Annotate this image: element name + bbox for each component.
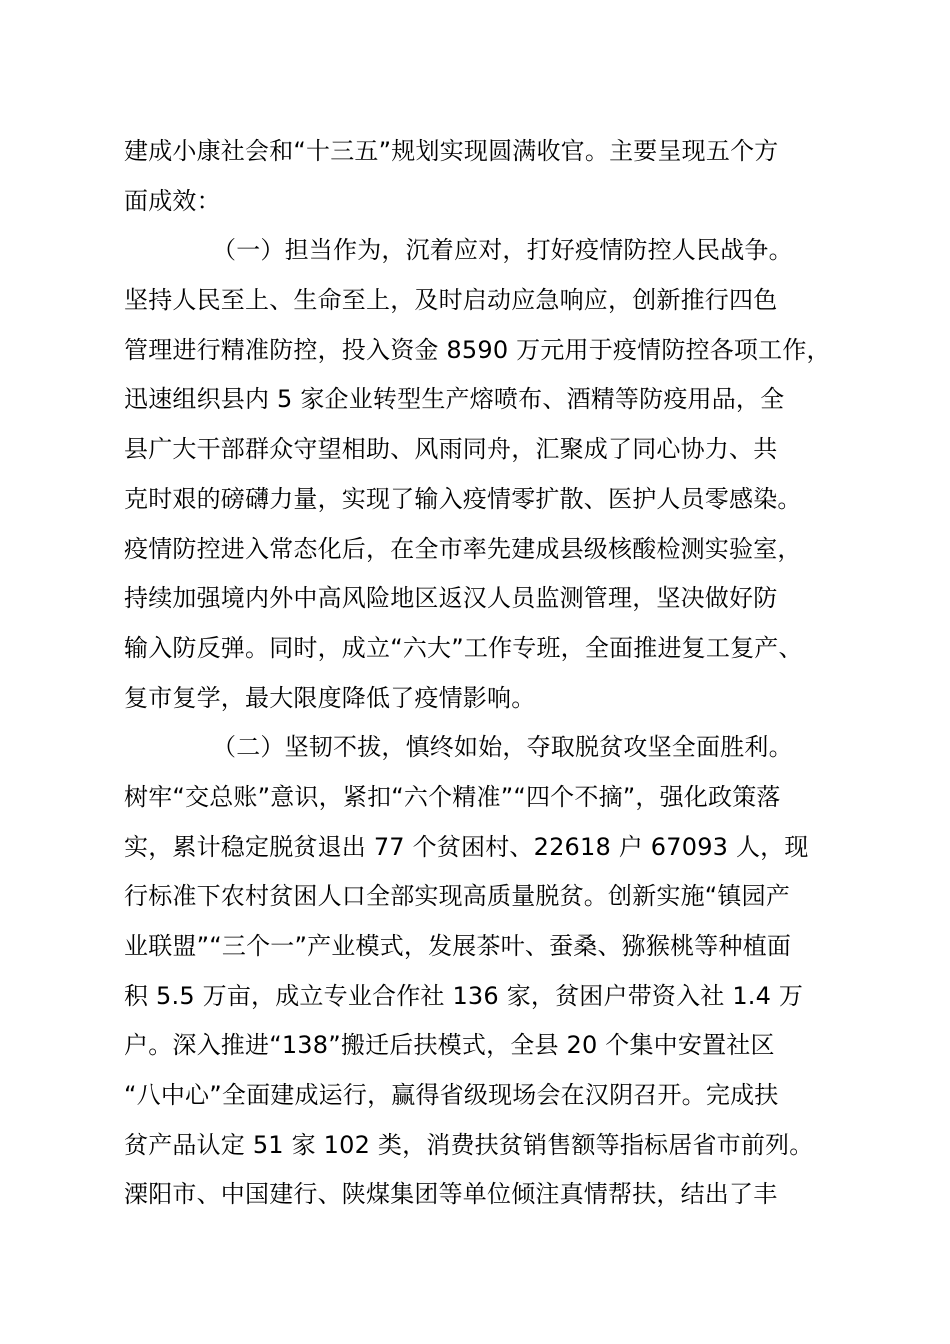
text-line: 面成效： bbox=[124, 186, 221, 215]
body-text bbox=[124, 127, 844, 1220]
text-line: 疫情防控进入常态化后，在全市率先建成县级核酸检测实验室， bbox=[124, 534, 802, 563]
text-line: 建成小康社会和“十三五”规划实现圆满收官。主要呈现五个方 bbox=[124, 137, 779, 165]
text-line: 输入防反弹。同时，成立“六大”工作专班，全面推进复工复产、 bbox=[124, 633, 803, 662]
text-line: 实，累计稳定脱贫退出 77 个贫困村、22618 户 67093 人，现 bbox=[124, 832, 809, 861]
text-line: 积 5.5 万亩，成立专业合作社 136 家，贫困户带资入社 1.4 万 bbox=[124, 981, 804, 1010]
section-heading-2: （二）坚韧不拔，慎终如始，夺取脱贫攻坚全面胜利。 bbox=[212, 733, 793, 762]
text-line: 复市复学，最大限度降低了疫情影响。 bbox=[124, 683, 536, 712]
text-line: 县广大干部群众守望相助、风雨同舟，汇聚成了同心协力、共 bbox=[124, 435, 778, 464]
text-line: 坚持人民至上、生命至上，及时启动应急响应，创新推行四色 bbox=[124, 286, 778, 315]
text-line: 溧阳市、中国建行、陕煤集团等单位倾注真情帮扶，结出了丰 bbox=[124, 1180, 778, 1209]
text-line: 持续加强境内外中高风险地区返汉人员监测管理，坚决做好防 bbox=[124, 584, 778, 613]
text-line: 克时艰的磅礴力量，实现了输入疫情零扩散、医护人员零感染。 bbox=[124, 484, 802, 513]
text-line: 树牢“交总账”意识，紧扣“六个精准”“四个不摘”，强化政策落 bbox=[124, 782, 781, 811]
text-line: 行标准下农村贫困人口全部实现高质量脱贫。创新实施“镇园产 bbox=[124, 882, 791, 911]
text-line: 管理进行精准防控，投入资金 8590 万元用于疫情防控各项工作， bbox=[124, 335, 831, 364]
text-line: “八中心”全面建成运行，赢得省级现场会在汉阴召开。完成扶 bbox=[124, 1081, 779, 1110]
text-line: 贫产品认定 51 家 102 类，消费扶贫销售额等指标居省市前列。 bbox=[124, 1130, 814, 1159]
text-line: 迅速组织县内 5 家企业转型生产熔喷布、酒精等防疫用品，全 bbox=[124, 385, 785, 414]
text-line: 业联盟”“三个一”产业模式，发展茶叶、蚕桑、猕猴桃等种植面 bbox=[124, 932, 792, 960]
text-line: 户。深入推进“138”搬迁后扶模式，全县 20 个集中安置社区 bbox=[124, 1031, 775, 1060]
section-heading-1: （一）担当作为，沉着应对，打好疫情防控人民战争。 bbox=[212, 236, 793, 265]
